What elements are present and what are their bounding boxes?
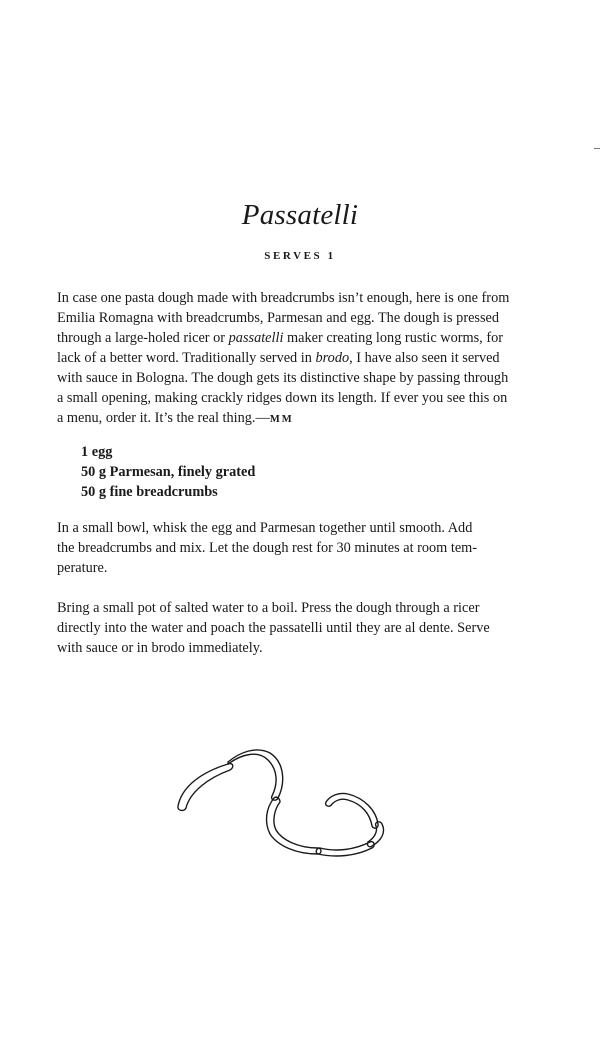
intro-line-5: with sauce in Bologna. The dough gets its distinctive shape by passing through [57,370,509,386]
author-initials: MM [269,414,294,425]
passatelli-worm-6 [326,793,379,828]
italic-term-passatelli: passatelli [228,330,284,346]
step-line: the breadcrumbs and mix. Let the dough rest for 30 minutes at room tem- [57,540,478,556]
ingredient-item: 50 g Parmesan, finely grated [81,464,256,480]
step-line: with sauce or in brodo immediately. [57,640,263,656]
passatelli-worm-5 [367,822,383,847]
ingredient-item: 1 egg [81,444,113,460]
ingredient-list [81,442,571,502]
intro-paragraph [57,288,547,430]
passatelli-worm-1 [178,764,233,811]
step-line: In a small bowl, whisk the egg and Parmesan together until smooth. Add [57,520,473,536]
page-edge-mark [594,148,600,149]
serves-label: SERVES 1 [264,250,336,262]
method-step-2 [57,598,547,658]
intro-line-7: a menu, order it. It’s the real thing.—MM [57,410,294,426]
intro-line-2: Emilia Romagna with breadcrumbs, Parmesan and egg. The dough is pressed [57,310,500,326]
method-step-1 [57,518,547,578]
intro-line-1: In case one pasta dough made with breadcrumbs isn’t enough, here is one from [57,290,510,306]
passatelli-worm-3 [267,797,321,854]
intro-line-3: through a large-holed ricer or passatelli maker creating long rustic worms, for [57,330,504,346]
passatelli-illustration [160,740,400,870]
step-line: Bring a small pot of salted water to a boil. Press the dough through a ricer [57,600,480,616]
ingredient-item: 50 g fine breadcrumbs [81,484,218,500]
step-line: perature. [57,560,108,576]
intro-line-4: lack of a better word. Traditionally served in brodo, I have also seen it served [57,350,500,366]
passatelli-worm-4 [316,842,374,856]
recipe-title: Passatelli [241,199,359,231]
intro-line-6: a small opening, making crackly ridges down its length. If ever you see this on [57,390,508,406]
step-line: directly into the water and poach the passatelli until they are al dente. Serve [57,620,490,636]
italic-term-brodo: brodo [315,350,350,366]
passatelli-worm-2 [228,750,283,800]
